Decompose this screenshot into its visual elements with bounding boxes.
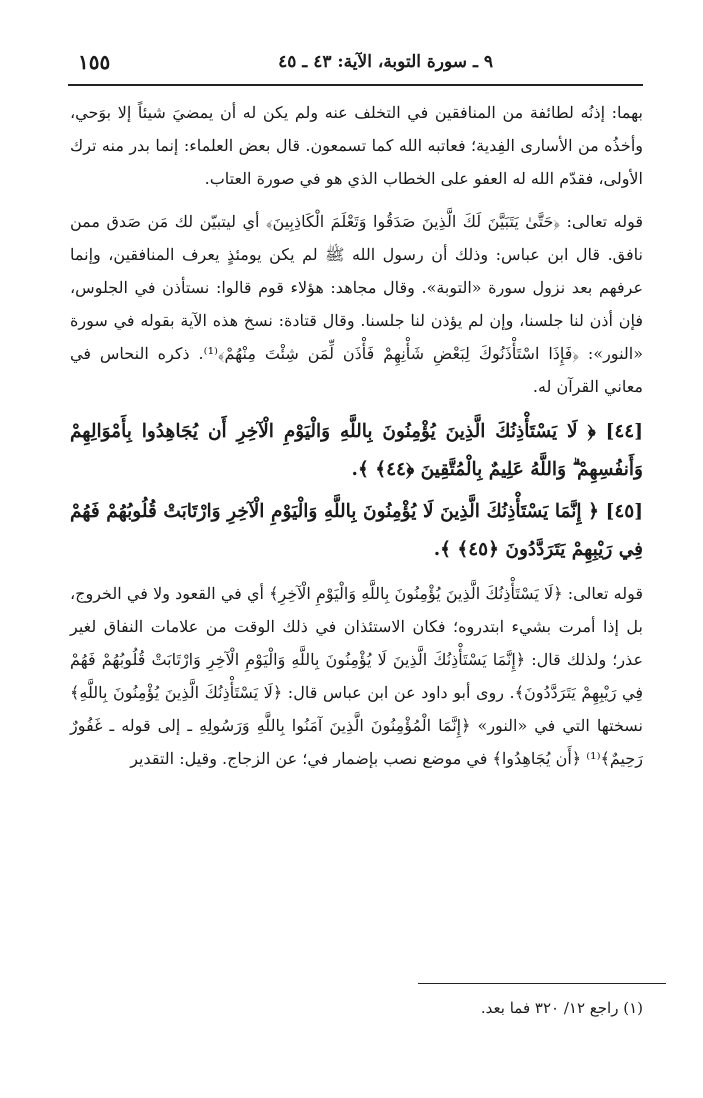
verse-44 <box>70 413 643 489</box>
paragraph-tafsir-43: قوله تعالى: ﴿حَتَّىٰ يَتَبَيَّنَ لَكَ الَّذِينَ صَدَقُوا وَتَعْلَمَ الْكَاذِبِينَ﴾ أي ليتبيّن لك مَن صَدق ممن نافق. قال ابن عباس: وذلك أن رسول الله ﷺ لم يكن يومئذٍ يعرف المنافقين، وإنما عرفهم بعد نزول سورة «التوبة». وقال مجاهد: هؤلاء قوم قالوا: نستأذن في الجلوس، فإن أذن لنا جلسنا، وإن لم يؤذن لنا جلسنا. وقال قتادة: نسخ هذه الآية بقوله في سورة «النور»: ﴿فَإِذَا اسْتَأْذَنُوكَ لِبَعْضِ شَأْنِهِمْ فَأْذَن لِّمَن شِئْتَ مِنْهُمْ﴾⁽¹⁾. ذكره النحاس في معاني القرآن له. <box>70 212 644 396</box>
body-text <box>70 96 643 785</box>
verse-text-44: ﴿ لَا يَسْتَأْذِنُكَ الَّذِينَ يُؤْمِنُونَ بِاللَّهِ وَالْيَوْمِ الْآخِرِ أَن يُجَاهِدُوا بِأَمْوَالِهِمْ وَأَنفُسِهِمْ ۗ وَاللَّهُ عَلِيمٌ بِالْمُتَّقِينَ ﴿٤٤﴾ ﴾. <box>70 421 643 480</box>
page-number: ١٥٥ <box>78 50 111 74</box>
paragraph-intro: بهما: إذنُه لطائفة من المنافقين في التخلف عنه ولم يكن له أن يمضيَ شيئاً إلا بوَحي، وأخذُه من الأسارى الفِدية؛ فعاتبه الله كما تسمعون. قال بعض العلماء: إنما بدر منه ترك الأولى، فقدّم الله له العفو على الخطاب الذي هو في صورة العتاب. <box>70 103 643 188</box>
footnote: (١) راجع ١٢/ ٣٢٠ فما بعد. <box>480 999 643 1017</box>
paragraph-commentary: قوله تعالى: ﴿لَا يَسْتَأْذِنُكَ الَّذِينَ يُؤْمِنُونَ بِاللَّهِ وَالْيَوْمِ الْآخِرِ﴾ أي في القعود ولا في الخروج، بل إذا أمرت بشيء ابتدروه؛ فكان الاستئذان في ذلك الوقت من علامات النفاق لغير عذر؛ ولذلك قال: ﴿إِنَّمَا يَسْتَأْذِنُكَ الَّذِينَ لَا يُؤْمِنُونَ بِاللَّهِ وَالْيَوْمِ الْآخِرِ وَارْتَابَتْ قُلُوبُهُمْ فَهُمْ فِي رَيْبِهِمْ يَتَرَدَّدُونَ﴾. روى أبو داود عن ابن عباس قال: ﴿لَا يَسْتَأْذِنُكَ الَّذِينَ يُؤْمِنُونَ بِاللَّهِ﴾ نسختها التي في «النور» ﴿إِنَّمَا الْمُؤْمِنُونَ الَّذِينَ آمَنُوا بِاللَّهِ وَرَسُولِهِ ـ إلى قوله ـ غَفُورٌ رَحِيمٌ﴾⁽¹⁾ ﴿أَن يُجَاهِدُوا﴾ في موضع نصب بإضمار في؛ عن الزجاج. وقيل: التقدير <box>70 584 643 768</box>
verse-number-44: [٤٤] <box>605 421 643 442</box>
verse-block <box>70 413 643 569</box>
footnote-divider <box>418 983 666 984</box>
running-title: ٩ ـ سورة التوبة، الآية: ٤٣ ـ ٤٥ <box>278 52 493 72</box>
verse-45 <box>70 493 643 569</box>
page-header <box>68 44 643 86</box>
verse-text-45: ﴿ إِنَّمَا يَسْتَأْذِنُكَ الَّذِينَ لَا يُؤْمِنُونَ بِاللَّهِ وَالْيَوْمِ الْآخِرِ وَارْتَابَتْ قُلُوبُهُمْ فَهُمْ فِي رَيْبِهِمْ يَتَرَدَّدُونَ ﴿٤٥﴾ ﴾. <box>70 501 643 560</box>
verse-number-45: [٤٥] <box>605 501 643 522</box>
